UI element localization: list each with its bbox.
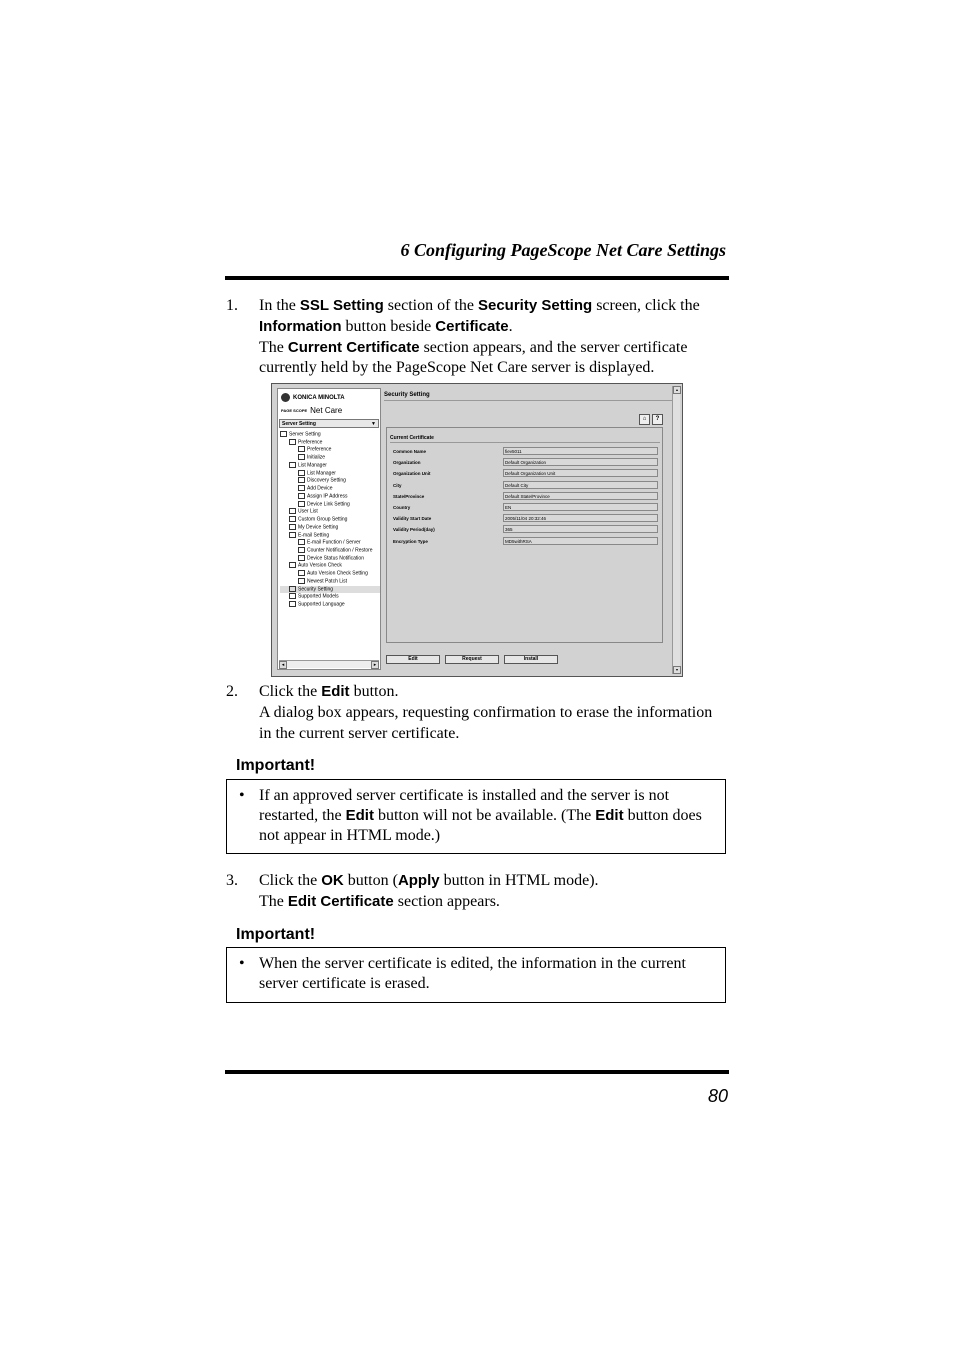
- folder-icon: [289, 601, 296, 607]
- tree-item-label: Counter Notification / Restore: [307, 547, 373, 554]
- folder-icon: [289, 593, 296, 599]
- bullet: •: [239, 787, 245, 804]
- app-name: Net Care: [310, 406, 343, 415]
- folder-icon: [298, 547, 305, 553]
- field-value: Default City: [503, 481, 658, 489]
- tree-item[interactable]: [280, 547, 380, 555]
- folder-icon: [298, 539, 305, 545]
- step-2: [226, 682, 726, 744]
- scroll-right-icon[interactable]: ▸: [371, 661, 379, 669]
- tree-item-label: List Manager: [307, 470, 336, 476]
- folder-icon: [298, 570, 305, 576]
- menu-tree: [280, 431, 380, 609]
- field-label: State/Province: [393, 493, 425, 499]
- tree-item-label: Supported Language: [298, 601, 345, 608]
- tree-item-label: E-mail Setting: [298, 531, 330, 538]
- folder-icon: [298, 555, 305, 561]
- tree-item[interactable]: [280, 470, 380, 478]
- field-label: Organization Unit: [393, 471, 431, 477]
- tree-item-label: Add Device: [307, 485, 333, 492]
- scroll-left-icon[interactable]: ◂: [279, 661, 287, 669]
- menu-select[interactable]: Server Setting ▼: [279, 419, 379, 428]
- certificate-title: Current Certificate: [390, 435, 434, 441]
- tree-item[interactable]: [280, 570, 380, 578]
- tree-item[interactable]: [280, 578, 380, 586]
- folder-icon: [298, 446, 305, 452]
- tree-item-label: Discovery Setting: [307, 477, 346, 484]
- important-text: If an approved server certificate is installed and the server is not restarted, the Edit button will not be available. (The Edit button does not appear in HTML mode.): [259, 787, 702, 845]
- bullet: •: [239, 955, 245, 972]
- tree-item[interactable]: [280, 562, 380, 570]
- home-icon[interactable]: ⌂: [639, 414, 650, 425]
- tree-item-label: User List: [298, 508, 318, 515]
- field-label: Country: [393, 505, 411, 510]
- folder-icon: [298, 454, 305, 460]
- folder-icon: [289, 439, 296, 445]
- step-1-result: The Current Certificate section appears, and the server certificate currently held by the PageScope Net Care server is displayed.: [259, 338, 688, 377]
- folder-icon: [298, 501, 305, 507]
- folder-icon: [280, 431, 287, 437]
- section-divider: [384, 400, 674, 401]
- header-rule: [225, 276, 729, 280]
- tree-item[interactable]: [280, 493, 380, 501]
- tree-item-label: Security Setting: [298, 586, 334, 593]
- tree-item-label: Device Link Setting: [307, 500, 350, 507]
- important-label: Important!: [236, 757, 316, 774]
- tree-item[interactable]: [280, 532, 380, 540]
- folder-icon: [289, 516, 296, 522]
- brand-logo: KONICA MINOLTA: [281, 393, 345, 402]
- folder-icon: [298, 477, 305, 483]
- certificate-field: [393, 481, 659, 490]
- field-value: fiev5011: [503, 447, 658, 455]
- step-3: [226, 871, 726, 913]
- important-text: When the server certificate is edited, the information in the current server certificate is erased.: [259, 955, 686, 993]
- tree-item[interactable]: [280, 539, 380, 547]
- page-number: 80: [707, 1086, 728, 1106]
- tree-item[interactable]: [280, 454, 380, 462]
- folder-icon: [289, 562, 296, 568]
- folder-icon: [298, 578, 305, 584]
- field-value: Default State/Province: [503, 492, 658, 500]
- certificate-field: [393, 492, 659, 501]
- certificate-field: [393, 525, 659, 534]
- field-label: City: [393, 482, 402, 488]
- toolbar: [639, 414, 663, 425]
- step-1-instruction: In the SSL Setting section of the Security Setting screen, click the Information button beside Certificate.: [259, 297, 700, 335]
- chevron-down-icon: ▼: [371, 421, 376, 427]
- tree-item-label: Auto Version Check Setting: [307, 570, 368, 577]
- app-brand: [281, 406, 342, 415]
- field-value: 365: [503, 525, 658, 533]
- navigation-pane: [277, 388, 381, 670]
- tree-item[interactable]: [280, 586, 380, 594]
- tree-item[interactable]: [280, 431, 380, 439]
- certificate-field: [393, 469, 659, 478]
- tree-item[interactable]: [280, 477, 380, 485]
- folder-icon: [289, 532, 296, 538]
- section-title: Security Setting: [384, 392, 430, 398]
- folder-icon: [298, 470, 305, 476]
- tree-item[interactable]: [280, 524, 380, 532]
- tree-item-label: Assign IP Address: [307, 493, 348, 500]
- tree-item[interactable]: [280, 446, 380, 454]
- step-number: 3.: [226, 872, 238, 889]
- folder-icon: [289, 524, 296, 530]
- field-value: 2005/11/04 20:32:46: [503, 514, 658, 522]
- edit-button[interactable]: Edit: [386, 655, 440, 664]
- important-box: [226, 779, 726, 854]
- important-box: [226, 947, 726, 1003]
- folder-icon: [289, 508, 296, 514]
- tree-item-label: E-mail Function / Server: [307, 539, 361, 546]
- scroll-down-icon[interactable]: ▾: [673, 666, 681, 674]
- vertical-scrollbar[interactable]: [672, 386, 680, 674]
- field-value: MD5withRSA: [503, 537, 658, 545]
- tree-item-label: Preference: [307, 446, 332, 453]
- certificate-field: [393, 514, 659, 523]
- horizontal-scrollbar[interactable]: [279, 660, 379, 668]
- field-label: Validity Period(day): [393, 527, 435, 533]
- install-button[interactable]: Install: [504, 655, 558, 664]
- tree-item-label: Initialize: [307, 454, 326, 461]
- field-value: EN: [503, 503, 658, 511]
- folder-icon: [298, 493, 305, 499]
- step-number: 1.: [226, 297, 238, 314]
- step-2-instruction: Click the Edit button.: [259, 683, 399, 700]
- tree-item[interactable]: [280, 501, 380, 509]
- folder-icon: [289, 586, 296, 592]
- tree-item[interactable]: [280, 508, 380, 516]
- tree-item-label: Preference: [298, 439, 323, 446]
- field-label: Common Name: [393, 449, 427, 454]
- pagescope-mark: PAGE SCOPE: [281, 407, 308, 413]
- help-icon[interactable]: ?: [652, 414, 663, 425]
- footer-rule: [225, 1070, 729, 1074]
- step-1: [226, 296, 726, 379]
- field-value: Default Organization: [503, 458, 658, 466]
- konica-minolta-logo-icon: [281, 393, 290, 402]
- tree-item-label: Custom Group Setting: [298, 516, 348, 523]
- tree-item-label: Device Status Notification: [307, 555, 364, 562]
- step-2-result: A dialog box appears, requesting confirmation to erase the information in the current server certificate.: [259, 703, 713, 742]
- certificate-field: [393, 503, 659, 512]
- certificate-field: [393, 537, 659, 546]
- step-3-instruction: Click the OK button (Apply button in HTML mode).: [259, 872, 599, 889]
- certificate-field: [393, 447, 659, 456]
- request-button[interactable]: Request: [445, 655, 499, 664]
- folder-icon: [298, 485, 305, 491]
- certificate-panel: [386, 427, 663, 643]
- tree-item[interactable]: [280, 555, 380, 563]
- folder-icon: [289, 462, 296, 468]
- tree-item[interactable]: [280, 439, 380, 447]
- step-number: 2.: [226, 683, 238, 700]
- tree-item-label: Server Setting: [289, 431, 321, 438]
- tree-item[interactable]: [280, 462, 380, 470]
- field-label: Validity Start Date: [393, 516, 432, 522]
- tree-item[interactable]: [280, 593, 380, 601]
- field-label: Encryption Type: [393, 538, 428, 544]
- step-3-result: The Edit Certificate section appears.: [259, 892, 500, 910]
- tree-item-label: List Manager: [298, 462, 327, 469]
- certificate-field: [393, 458, 659, 467]
- tree-item-label: Supported Models: [298, 593, 339, 600]
- tree-item-label: My Device Setting: [298, 524, 339, 531]
- screenshot-figure: [271, 383, 683, 677]
- field-label: Organization: [393, 460, 421, 466]
- tree-item[interactable]: [280, 516, 380, 524]
- important-label: Important!: [236, 926, 316, 943]
- content-pane: [383, 388, 675, 670]
- scroll-up-icon[interactable]: ▴: [673, 386, 681, 394]
- running-header: 6 Configuring PageScope Net Care Settings: [400, 240, 726, 260]
- certificate-divider: [390, 442, 660, 443]
- tree-item[interactable]: [280, 601, 380, 609]
- tree-item[interactable]: [280, 485, 380, 493]
- tree-item-label: Newest Patch List: [307, 578, 348, 585]
- field-value: Default Organization Unit: [503, 469, 658, 477]
- tree-item-label: Auto Version Check: [298, 562, 342, 569]
